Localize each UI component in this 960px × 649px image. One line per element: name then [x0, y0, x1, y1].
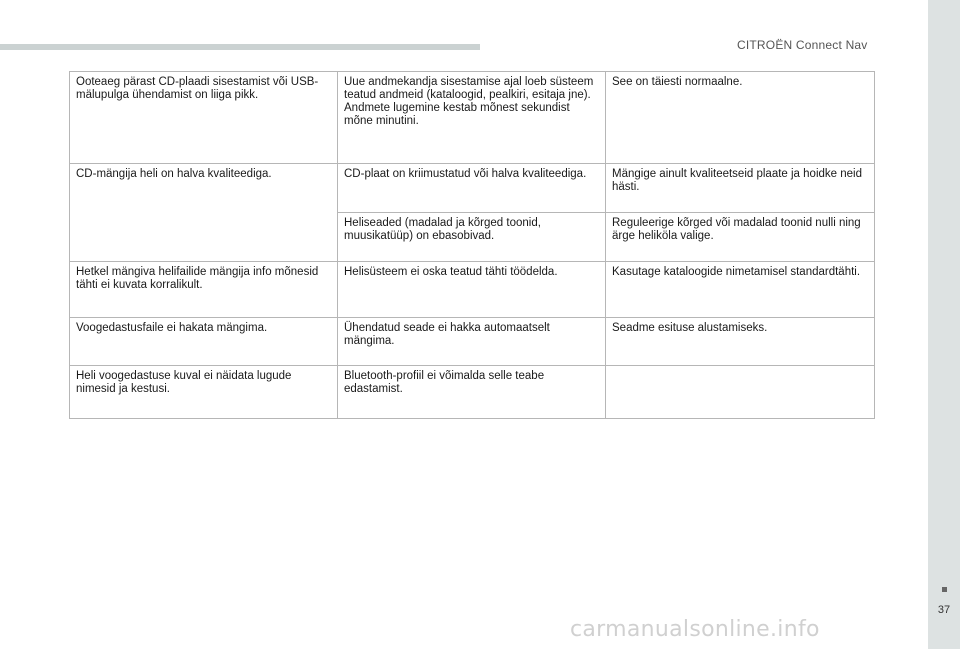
side-strip	[928, 0, 960, 649]
question-cell: Heli voogedastuse kuval ei näidata lugude nimesid ja kestusi.	[70, 366, 338, 419]
cause-cell: Ühendatud seade ei hakka automaatselt mängima.	[338, 318, 606, 366]
solution-cell: Kasutage kataloogide nimetamisel standardtähti.	[606, 262, 875, 318]
solution-cell: Reguleerige kõrged või madalad toonid nulli ning ärge heliköla valige.	[606, 213, 875, 262]
table-row	[70, 318, 875, 366]
question-cell: CD-mängija heli on halva kvaliteediga.	[70, 164, 338, 262]
cause-cell: Uue andmekandja sisestamise ajal loeb süsteem teatud andmeid (kataloogid, pealkiri, esitaja jne). Andmete lugemine kestab mõnest sekundist mõne minutini.	[338, 72, 606, 164]
question-cell: Ooteaeg pärast CD-plaadi sisestamist või USB-mälupulga ühendamist on liiga pikk.	[70, 72, 338, 164]
solution-cell	[606, 366, 875, 419]
cause-cell: CD-plaat on kriimustatud või halva kvaliteediga.	[338, 164, 606, 213]
table-row	[70, 72, 875, 164]
table-row	[70, 164, 875, 213]
solution-cell: See on täiesti normaalne.	[606, 72, 875, 164]
cause-cell: Helisüsteem ei oska teatud tähti töödelda.	[338, 262, 606, 318]
page-header-title: CITROËN Connect Nav	[737, 38, 868, 52]
table-row	[70, 366, 875, 419]
question-cell: Voogedastusfaile ei hakata mängima.	[70, 318, 338, 366]
cause-cell: Heliseaded (madalad ja kõrged toonid, muusikatüüp) on ebasobivad.	[338, 213, 606, 262]
header-rule	[0, 44, 480, 50]
solution-cell: Mängige ainult kvaliteetseid plaate ja hoidke neid hästi.	[606, 164, 875, 213]
cause-cell: Bluetooth-profiil ei võimalda selle teabe edastamist.	[338, 366, 606, 419]
watermark: carmanualsonline.info	[570, 617, 820, 642]
table-row	[70, 262, 875, 318]
solution-cell: Seadme esituse alustamiseks.	[606, 318, 875, 366]
page-marker-icon	[942, 587, 947, 592]
troubleshooting-table	[69, 71, 875, 419]
page-number: 37	[937, 604, 951, 616]
question-cell: Hetkel mängiva helifailide mängija info mõnesid tähti ei kuvata korralikult.	[70, 262, 338, 318]
